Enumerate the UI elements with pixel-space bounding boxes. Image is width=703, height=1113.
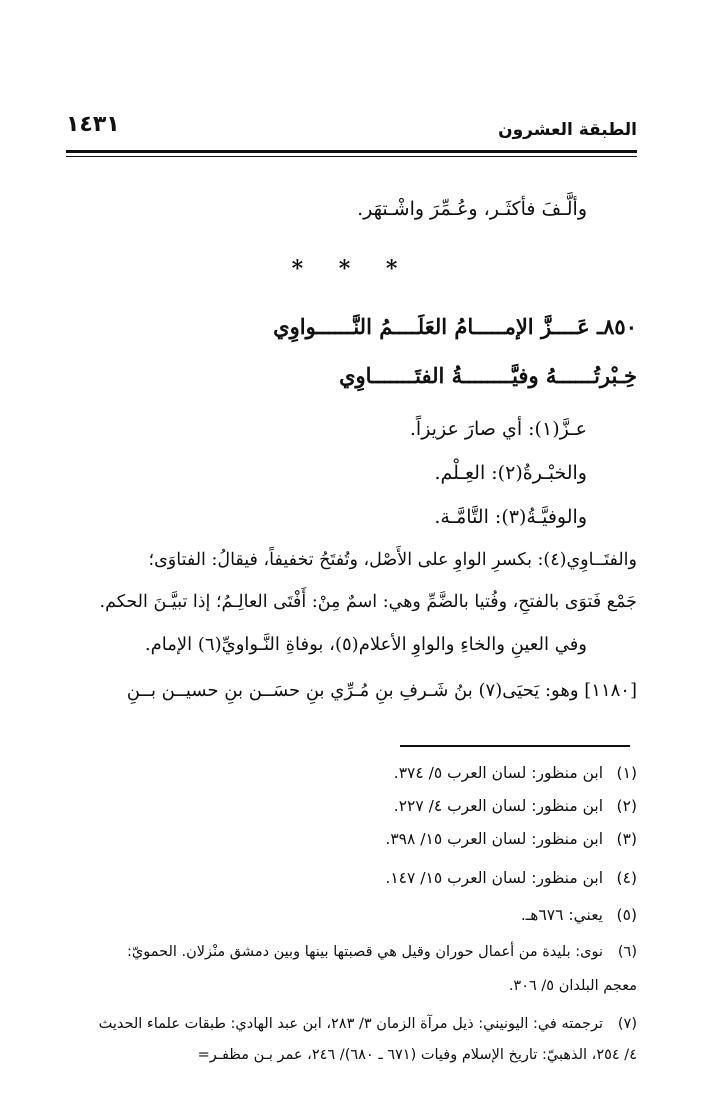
footnote-text: يعني: ٦٧٦هـ.: [520, 906, 603, 924]
footnote-rule: [400, 745, 630, 747]
gloss-line-4b: جَمْع فَتوَى بالفتحِ، وفُتيا بالضَّمِّ وهي: اسمٌ مِنْ: أَفْتَى العالِـمُ؛ إذا تبيَّـنَ الحكم.: [99, 592, 637, 612]
footnote-number: (٧): [617, 1016, 637, 1032]
footnote-number: (٣): [616, 830, 637, 848]
footnote-6: [66, 944, 637, 960]
gloss-line-5: وفي العينِ والخاءِ والواوِ الأعلام(٥)، بوفاةِ النَّـواويِّ(٦) الإمام.: [144, 634, 587, 655]
section-separator: * * *: [291, 256, 412, 282]
page-header: [66, 112, 637, 144]
entry-heading-line-1: ٨٥٠ـ عَــــزَّ الإمـــــامُ العَلَــــمُ النَّــــــواوِي: [273, 314, 637, 339]
footnote-text-cont: ٤/ ٢٥٤، الذهبيّ: تاريخ الإسلام وفيات (٦٧١ ـ ٦٨٠)/ ٢٤٦، عمر بـن مظفـر=: [197, 1047, 637, 1063]
footnote-number: (٤): [616, 869, 637, 887]
footnote-number: (١): [616, 764, 637, 782]
footnote-number: (٢): [616, 797, 637, 815]
footnote-text: نوى: بليدة من أعمال حوران وقيل هي قصبتها بينها وبين دمشق منْزلان. الحمويّ:: [126, 944, 603, 960]
biography-line: [١١٨٠] وهو: يَحيَى(٧) بنُ شَـرفِ بنِ مُـرِّي بنِ حسَــن بنِ حسيــن بــنِ: [126, 680, 637, 701]
footnote-7-continued: [66, 1047, 637, 1063]
footnote-text: ترجمته في: اليونيني: ذيل مرآة الزمان ٣/ ٢٨٣، ابن عبد الهادي: طبقات علماء الحديث: [98, 1016, 603, 1032]
footnote-7: [66, 1016, 637, 1032]
gloss-line-4a: والفتَــاوِي(٤): بكسرِ الواوِ على الأَصْل، وتُفتَحُ تخفيفاً، فيقالُ: الفتاوَى؛: [148, 550, 637, 570]
footnote-number: (٥): [616, 906, 637, 924]
footnote-text: ابن منظور: لسان العرب ١٥/ ٣٩٨.: [385, 830, 603, 848]
footnote-3: [66, 830, 637, 848]
footnote-text: ابن منظور: لسان العرب ٤/ ٢٢٧.: [393, 797, 603, 815]
footnote-1: [66, 764, 637, 782]
footnote-6-continued: [66, 978, 637, 994]
gloss-line-2: والخبْـرةُ(٢): العِـلْم.: [434, 462, 587, 484]
header-rule-thick: [66, 150, 637, 153]
footnote-text-cont: معجم البلدان ٥/ ٣٠٦.: [508, 978, 637, 994]
page-number: ١٤٣١: [66, 112, 120, 137]
footnote-number: (٦): [617, 944, 637, 960]
footnote-2: [66, 797, 637, 815]
footnote-5: [66, 906, 637, 924]
footnote-text: ابن منظور: لسان العرب ١٥/ ١٤٧.: [385, 869, 603, 887]
footnote-4: [66, 869, 637, 887]
gloss-line-1: عـزَّ(١): أي صارَ عزيزاً.: [409, 418, 587, 440]
gloss-line-3: والوفيَّـةُ(٣): التَّامَّـة.: [434, 506, 587, 528]
footnote-text: ابن منظور: لسان العرب ٥/ ٣٧٤.: [393, 764, 603, 782]
header-rule-thin: [66, 156, 637, 157]
entry-heading-line-2: خِـبْرتُــــــهُ وفيَّــــــــةُ الفتَـــــــاوِي: [339, 363, 637, 388]
running-title: الطبقة العشرون: [498, 120, 637, 140]
verse-line-end: وألَّـفَ فأكثَـر، وعُـمِّرَ واشْـتهَر.: [357, 198, 587, 220]
